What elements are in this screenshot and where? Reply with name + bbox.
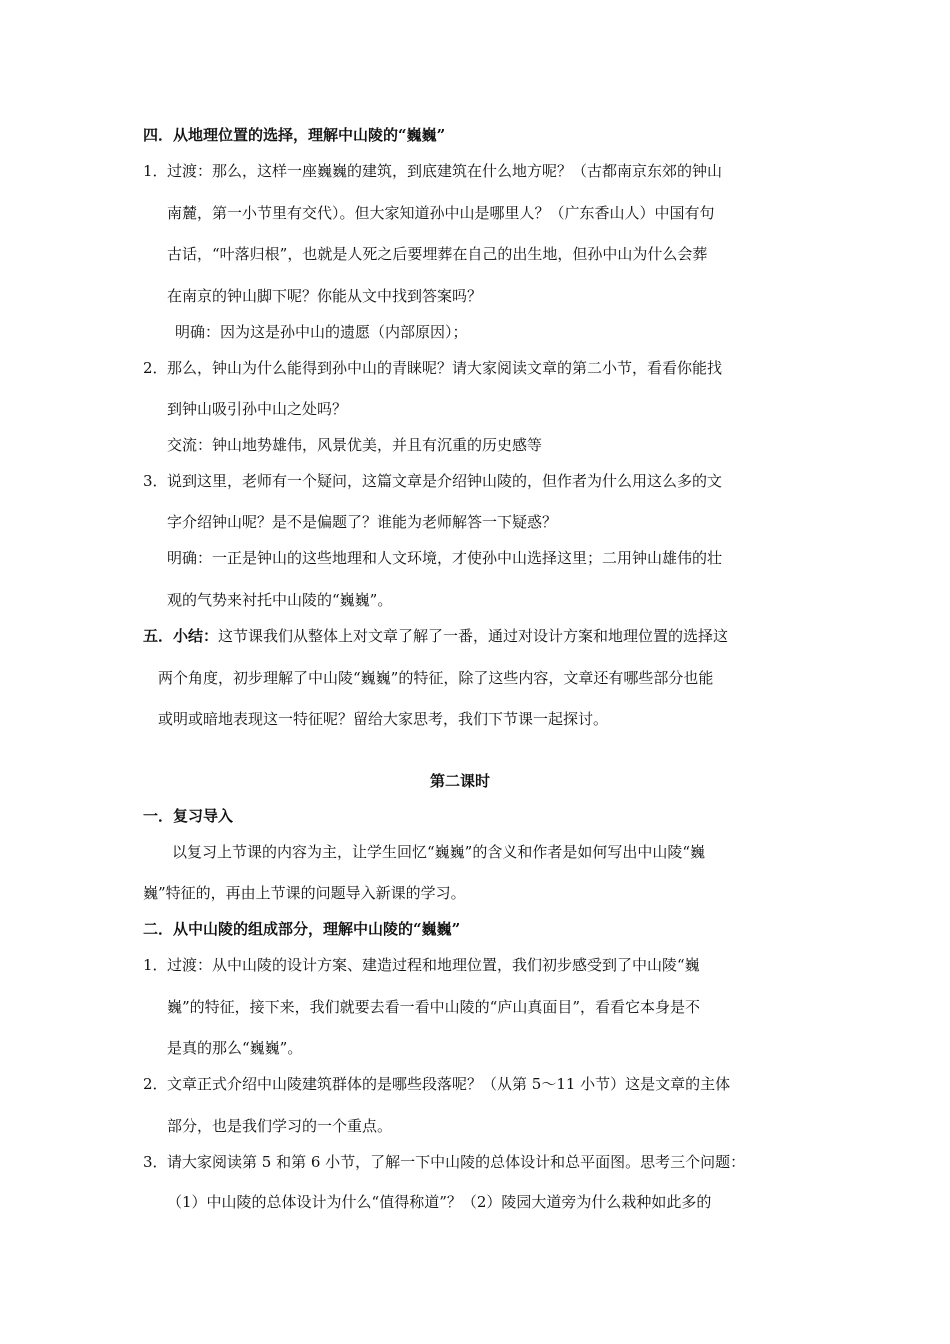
lesson-title: 第二课时: [430, 772, 491, 790]
paragraph-line: 文章正式介绍中山陵建筑群体的是哪些段落呢？（从第 5～11 小节）这是文章的主体: [167, 1075, 731, 1093]
paragraph-line: 这节课我们从整体上对文章了解了一番，通过对设计方案和地理位置的选择这: [218, 627, 729, 645]
list-number: 3．: [143, 472, 168, 490]
section-heading-l2-1: 一．复习导入: [143, 807, 234, 825]
paragraph-line: 是真的那么“巍巍”。: [167, 1039, 303, 1057]
summary-paragraph: [143, 626, 728, 646]
list-number: 1．: [143, 162, 168, 180]
paragraph-line: （1）中山陵的总体设计为什么“值得称道”？（2）陵园大道旁为什么栽种如此多的: [167, 1193, 712, 1211]
paragraph-line: 说到这里，老师有一个疑问，这篇文章是介绍钟山陵的，但作者为什么用这么多的文: [167, 472, 723, 490]
paragraph-line: 那么，钟山为什么能得到孙中山的青睐呢？请大家阅读文章的第二小节，看看你能找: [167, 359, 723, 377]
list-number: 2．: [143, 1075, 168, 1093]
paragraph-line: 古话，“叶落归根”，也就是人死之后要埋葬在自己的出生地，但孙中山为什么会葬: [167, 245, 708, 263]
paragraph-line: 两个角度，初步理解了中山陵“巍巍”的特征，除了这些内容，文章还有哪些部分也能: [158, 669, 714, 687]
paragraph-line: 过渡：那么，这样一座巍巍的建筑，到底建筑在什么地方呢？（古都南京东郊的钟山: [167, 162, 723, 180]
list-number: 1．: [143, 956, 168, 974]
paragraph-line: 过渡：从中山陵的设计方案、建造过程和地理位置，我们初步感受到了中山陵“巍: [167, 956, 700, 974]
answer-line: 观的气势来衬托中山陵的“巍巍”。: [167, 591, 393, 609]
paragraph-line: 请大家阅读第 5 和第 6 小节，了解一下中山陵的总体设计和总平面图。思考三个问题：: [167, 1153, 746, 1171]
list-item-l2-1: [143, 955, 700, 975]
paragraph-line: 到钟山吸引孙中山之处吗？: [167, 400, 348, 418]
section-heading-l2-2: 二．从中山陵的组成部分，理解中山陵的“巍巍”: [143, 920, 461, 938]
list-item-4-3: [143, 471, 722, 491]
paragraph-line: 巍”特征的，再由上节课的问题导入新课的学习。: [143, 884, 466, 902]
answer-line: 明确：一正是钟山的这些地理和人文环境，才使孙中山选择这里；二用钟山雄伟的壮: [167, 549, 723, 567]
answer-line: 明确：因为这是孙中山的遗愿（内部原因）；: [175, 323, 468, 341]
paragraph-line: 在南京的钟山脚下呢？你能从文中找到答案吗？: [167, 287, 483, 305]
summary-label: 五．小结：: [143, 627, 219, 645]
paragraph-line: 南麓，第一小节里有交代）。但大家知道孙中山是哪里人？（广东香山人）中国有句: [167, 204, 715, 222]
paragraph-line: 以复习上节课的内容为主，让学生回忆“巍巍”的含义和作者是如何写出中山陵“巍: [172, 843, 706, 861]
paragraph-line: 部分，也是我们学习的一个重点。: [167, 1117, 393, 1135]
list-item-l2-2: [143, 1074, 730, 1094]
paragraph-line: 或明或暗地表现这一特征呢？留给大家思考，我们下节课一起探讨。: [158, 710, 609, 728]
list-item-l2-3: [143, 1152, 745, 1172]
section-heading-4: 四．从地理位置的选择，理解中山陵的“巍巍”: [143, 126, 446, 144]
paragraph-line: 字介绍钟山呢？是不是偏题了？谁能为老师解答一下疑惑？: [167, 513, 558, 531]
answer-line: 交流：钟山地势雄伟，风景优美，并且有沉重的历史感等: [167, 436, 543, 454]
list-number: 2．: [143, 359, 168, 377]
paragraph-line: 巍”的特征，接下来，我们就要去看一看中山陵的“庐山真面目”，看看它本身是不: [167, 998, 701, 1016]
list-item-4-1: [143, 161, 722, 181]
list-item-4-2: [143, 358, 722, 378]
list-number: 3．: [143, 1153, 168, 1171]
